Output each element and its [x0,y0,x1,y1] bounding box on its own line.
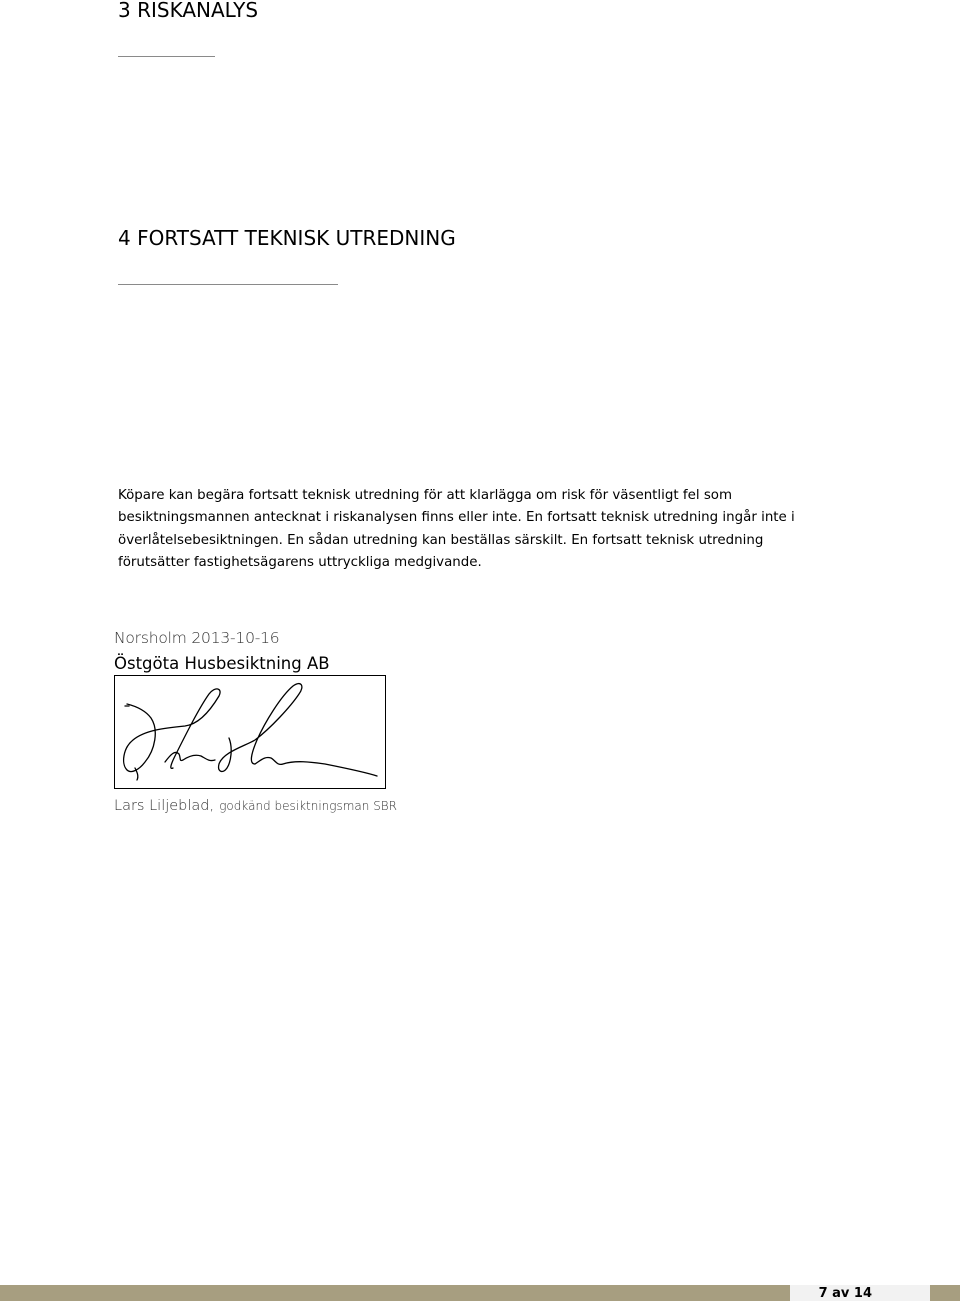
signer-title: godkänd besiktningsman SBR [219,799,398,813]
paragraph-line: Köpare kan begära fortsatt teknisk utredning för att klarlägga om risk för väsentligt fel som [118,488,733,503]
paragraph-line: förutsätter fastighetsägarens uttryckliga medgivande. [118,555,482,571]
handwritten-signature-image [115,676,387,790]
signature-box [114,675,386,789]
paragraph-line: besiktningsmannen antecknat i riskanalysen finns eller inte. En fortsatt teknisk utredning ingår inte i [118,510,795,526]
place-date: Norsholm 2013-10-16 [114,629,280,647]
heading-underline [118,56,215,57]
paragraph-line: överlåtelsebesiktningen. En sådan utredning kan beställas särskilt. En fortsatt teknisk utredning [118,532,764,548]
signer-name: Lars Liljeblad, [114,798,215,814]
heading-underline [118,284,338,285]
page-number: 7 av 14 [818,1286,872,1301]
company-name: Östgöta Husbesiktning AB [114,654,330,673]
signer-line [114,795,397,814]
body-paragraph [118,485,818,575]
section-heading-riskanalys: 3 RISKANALYS [118,0,259,22]
section-heading-fortsatt-utredning: 4 FORTSATT TEKNISK UTREDNING [118,226,456,250]
